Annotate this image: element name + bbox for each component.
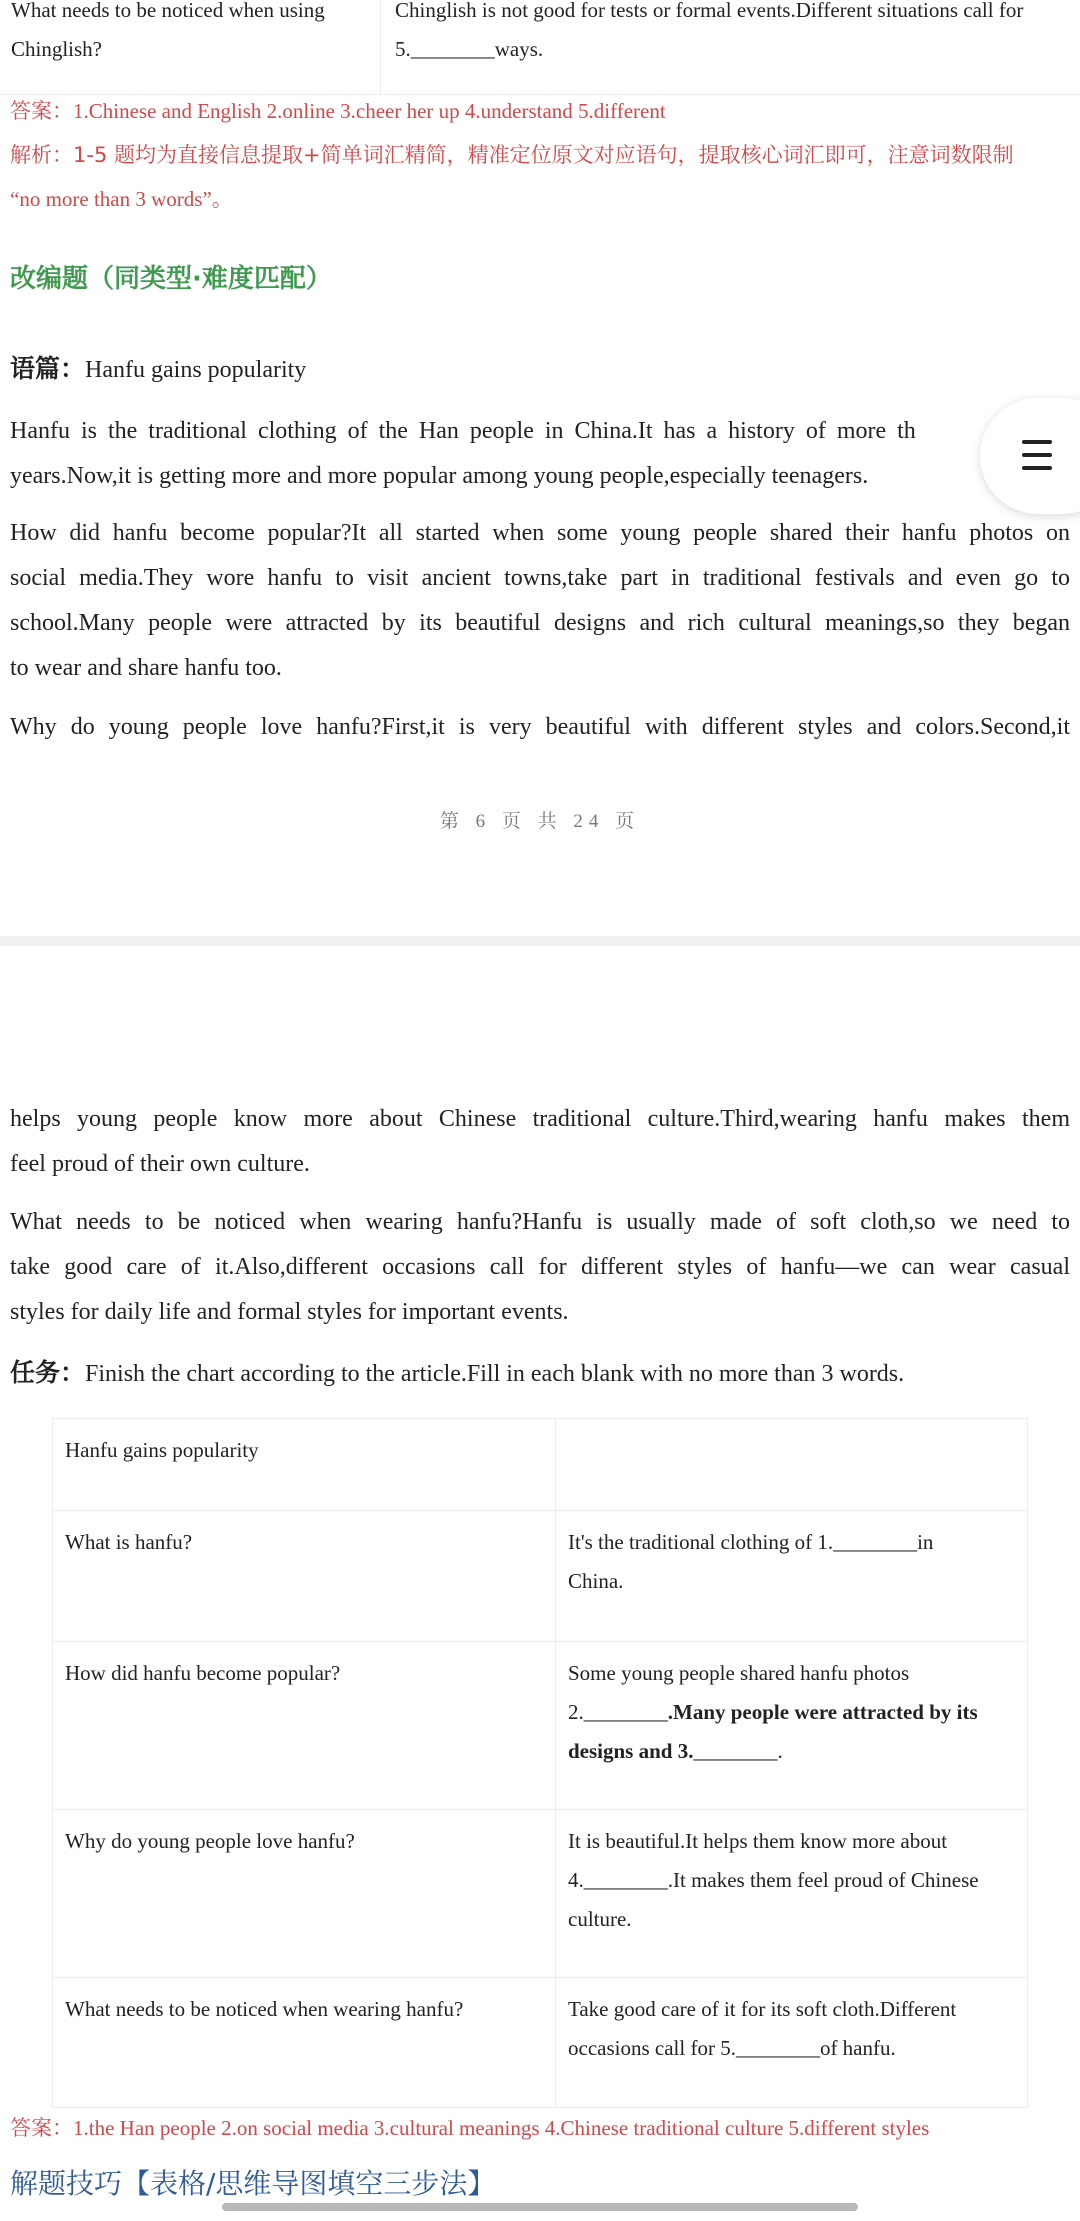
- p2-line-2: social media.They wore hanfu to visit ancient towns,take part in traditional festivals and even go to: [10, 565, 1070, 591]
- top-table-left: What needs to be noticed when using Chinglish?: [11, 0, 325, 61]
- top-table-right: Chinglish is not good for tests or formal events.Different situations call for 5.________ways.: [395, 0, 1024, 61]
- tips-title: 解题技巧【表格/思维导图填空三步法】: [10, 2167, 496, 2200]
- section-title: 改编题（同类型·难度匹配）: [10, 264, 332, 294]
- table-title: Hanfu gains popularity: [65, 1438, 259, 1462]
- question-cell: [53, 1642, 556, 1810]
- p4-line-1: What needs to be noticed when wearing hanfu?Hanfu is usually made of soft cloth,so we need to: [10, 1209, 1070, 1235]
- table-row: [53, 1810, 1028, 1978]
- analysis-text: 1-5 题均为直接信息提取+简单词汇精简，精准定位原文对应语句，提取核心词汇即可，注意词数限制: [73, 143, 1014, 167]
- p4-line-2: take good care of it.Also,different occasions call for different styles of hanfu—we can wear casual: [10, 1254, 1070, 1280]
- analysis-line-1: [10, 136, 1070, 174]
- chart-table: [52, 1418, 1028, 2108]
- top-table-divider: [380, 0, 381, 94]
- table-row: [53, 1511, 1028, 1642]
- answer-cell: [556, 1810, 1028, 1978]
- answer-line: [568, 1693, 1015, 1732]
- table-row: [53, 1978, 1028, 2108]
- table-empty-cell: [556, 1419, 1028, 1511]
- question-text: Why do young people love hanfu?: [65, 1829, 355, 1853]
- bold-text: designs and 3.: [568, 1739, 694, 1763]
- answer-1-label: 答案：: [10, 99, 73, 123]
- blank-3: ________.: [693, 1739, 783, 1763]
- question-text: What needs to be noticed when wearing hanfu?: [65, 1997, 464, 2021]
- question-text: What is hanfu?: [65, 1530, 193, 1554]
- p1-line-2: years.Now,it is getting more and more popular among young people,especially teenagers.: [10, 463, 869, 489]
- p3-line-2: helps young people know more about Chinese traditional culture.Third,wearing hanfu makes them: [10, 1106, 1070, 1132]
- p2-line-4: to wear and share hanfu too.: [10, 655, 282, 681]
- answer-line: [568, 1732, 1015, 1771]
- task: [10, 1350, 904, 1397]
- answer-line: China.: [568, 1569, 624, 1593]
- analysis-label: 解析：: [10, 143, 73, 167]
- answer-line: It's the traditional clothing of 1.________in: [568, 1530, 934, 1554]
- question-cell: [53, 1978, 556, 2108]
- answer-line: Some young people shared hanfu photos: [568, 1661, 910, 1685]
- blank-2: 2.________: [568, 1700, 668, 1724]
- bold-text: .Many people were attracted by its: [667, 1700, 978, 1724]
- page-footer: 第 6 页 共 24 页: [439, 811, 641, 832]
- table-row: [53, 1642, 1028, 1810]
- answer-1-text: 1.Chinese and English 2.online 3.cheer her up 4.understand 5.different: [73, 99, 666, 123]
- p4-line-3: styles for daily life and formal styles for important events.: [10, 1299, 569, 1325]
- answer-2-label: 答案：: [10, 2116, 73, 2140]
- task-text: Finish the chart according to the article.Fill in each blank with no more than 3 words.: [85, 1361, 905, 1387]
- p1-line-1: Hanfu is the traditional clothing of the Han people in China.It has a history of more th: [10, 418, 916, 444]
- p3-line-1: Why do young people love hanfu?First,it is very beautiful with different styles and colors.Second,it: [10, 714, 1070, 740]
- p2-line-3: school.Many people were attracted by its beautiful designs and rich cultural meanings,so they began: [10, 610, 1070, 636]
- answer-line: occasions call for 5.________of hanfu.: [568, 2036, 896, 2060]
- answer-2-text: 1.the Han people 2.on social media 3.cultural meanings 4.Chinese traditional culture 5.different styles: [73, 2116, 930, 2140]
- home-indicator[interactable]: [222, 2203, 858, 2211]
- task-label: 任务：: [10, 1358, 86, 1387]
- answer-line: It is beautiful.It helps them know more about: [568, 1829, 948, 1853]
- answer-cell: [556, 1978, 1028, 2108]
- p3-line-3: feel proud of their own culture.: [10, 1151, 310, 1177]
- table-row: [53, 1419, 1028, 1511]
- answer-1: [10, 92, 666, 130]
- answer-line: Take good care of it for its soft cloth.Different: [568, 1997, 957, 2021]
- question-text: How did hanfu become popular?: [65, 1661, 341, 1685]
- menu-button[interactable]: [980, 398, 1080, 514]
- passage-title-text: Hanfu gains popularity: [85, 357, 307, 383]
- answer-cell: [556, 1511, 1028, 1642]
- page-separator: [0, 936, 1080, 946]
- passage-title: [10, 346, 306, 393]
- answer-line: culture.: [568, 1907, 632, 1931]
- question-cell: [53, 1810, 556, 1978]
- answer-2: [10, 2109, 929, 2147]
- answer-cell: [556, 1642, 1028, 1810]
- p2-line-1: How did hanfu become popular?It all started when some young people shared their hanfu photos on: [10, 520, 1070, 546]
- table-title-cell: [53, 1419, 556, 1511]
- top-table: [0, 0, 1080, 95]
- answer-line: 4.________.It makes them feel proud of Chinese: [568, 1868, 979, 1892]
- question-cell: [53, 1511, 556, 1642]
- analysis-line-2: “no more than 3 words”。: [10, 187, 233, 211]
- passage-title-label: 语篇：: [10, 354, 86, 383]
